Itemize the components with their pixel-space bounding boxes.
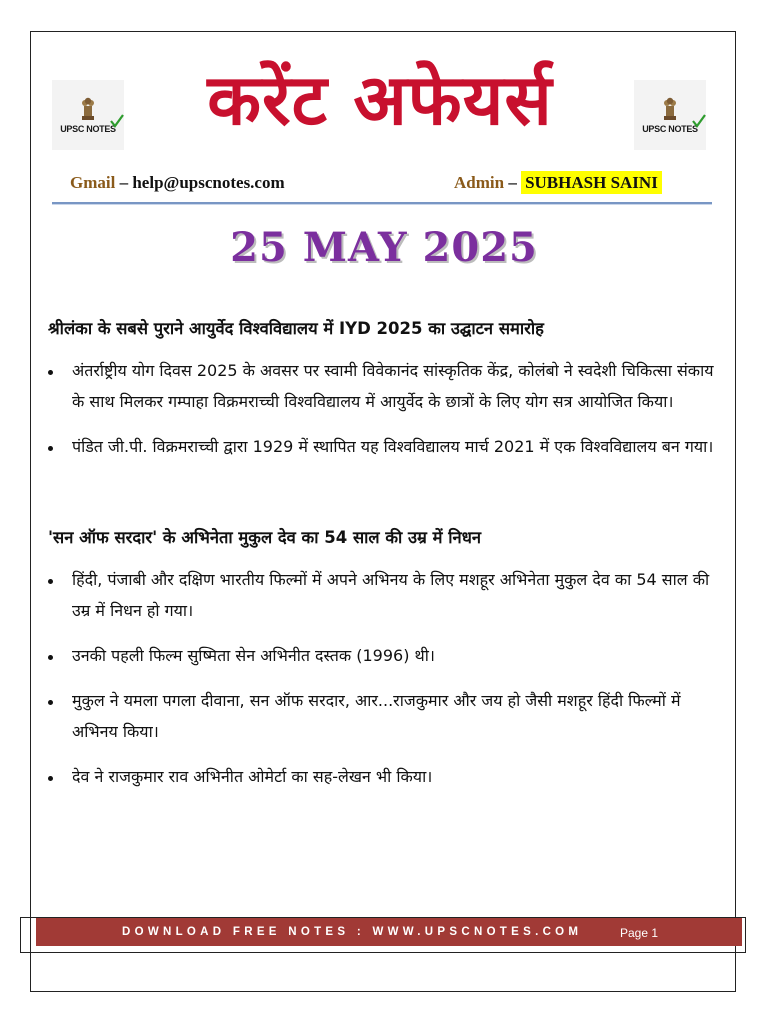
article-content	[48, 315, 718, 806]
gmail-label: Gmail	[70, 173, 116, 192]
list-item-text: पंडित जी.पी. विक्रमराच्ची द्वारा 1929 में स्थापित यह विश्वविद्यालय मार्च 2021 में एक विश्वविद्यालय बन गया।	[72, 437, 714, 456]
list-item-text: देव ने राजकुमार राव अभिनीत ओमेर्टा का सह-लेखन भी किया।	[72, 767, 433, 786]
bullet-icon	[48, 776, 53, 781]
gmail-contact	[70, 173, 285, 193]
list-item	[48, 685, 718, 747]
check-mark-icon	[692, 114, 706, 128]
list-item	[48, 761, 718, 792]
bullet-icon	[48, 700, 53, 705]
bullet-list	[48, 564, 718, 792]
banner-title: करेंट अफेयर्स	[207, 59, 553, 141]
admin-label: Admin	[454, 173, 505, 192]
list-item	[48, 431, 718, 462]
upsc-notes-logo-right	[634, 80, 706, 150]
contact-row	[70, 170, 690, 200]
upsc-notes-logo-left	[52, 80, 124, 150]
logo-text: UPSC NOTES	[642, 124, 698, 134]
section-title: श्रीलंका के सबसे पुराने आयुर्वेद विश्वविद्यालय में IYD 2025 का उद्घाटन समारोह	[48, 319, 544, 338]
gmail-address[interactable]: help@upscnotes.com	[132, 173, 285, 192]
list-item-text: उनकी पहली फिल्म सुष्मिता सेन अभिनीत दस्तक (1996) थी।	[72, 646, 435, 665]
admin-name: SUBHASH SAINI	[521, 171, 662, 194]
admin-contact	[454, 173, 662, 193]
list-item	[48, 640, 718, 671]
header-divider	[52, 202, 712, 204]
bullet-icon	[48, 370, 53, 375]
bullet-icon	[48, 655, 53, 660]
bullet-list	[48, 355, 718, 462]
list-item-text: हिंदी, पंजाबी और दक्षिण भारतीय फिल्मों में अपने अभिनय के लिए मशहूर अभिनेता मुकुल देव का 54 साल की उम्र में निधन हो गया।	[72, 570, 710, 620]
list-item	[48, 355, 718, 417]
admin-separator: –	[504, 173, 522, 192]
list-item-text: मुकुल ने यमला पगला दीवाना, सन ऑफ सरदार, आर...राजकुमार और जय हो जैसी मशहूर हिंदी फिल्मों में अभिनय किया।	[72, 691, 681, 741]
check-mark-icon	[110, 114, 124, 128]
list-item-text: अंतर्राष्ट्रीय योग दिवस 2025 के अवसर पर स्वामी विवेकानंद सांस्कृतिक केंद्र, कोलंबो ने स्वदेशी चिकित्सा संकाय के साथ मिलकर गम्पाहा विक्रमराच्ची विश्वविद्यालय में आयुर्वेद के छात्रों के लिए योग सत्र आयोजित किया।	[72, 361, 714, 411]
section-title: 'सन ऑफ सरदार' के अभिनेता मुकुल देव का 54 साल की उम्र में निधन	[48, 528, 482, 547]
bullet-icon	[48, 446, 53, 451]
section-spacer	[48, 476, 718, 524]
bullet-icon	[48, 579, 53, 584]
footer-download-link[interactable]: DOWNLOAD FREE NOTES : WWW.UPSCNOTES.COM	[122, 926, 583, 938]
list-item	[48, 564, 718, 626]
national-emblem-icon	[660, 96, 680, 122]
national-emblem-icon	[78, 96, 98, 122]
issue-date: 25 MAY 2025	[230, 224, 538, 271]
gmail-separator: –	[115, 173, 133, 192]
logo-text: UPSC NOTES	[60, 124, 116, 134]
page-number: Page 1	[620, 926, 659, 940]
